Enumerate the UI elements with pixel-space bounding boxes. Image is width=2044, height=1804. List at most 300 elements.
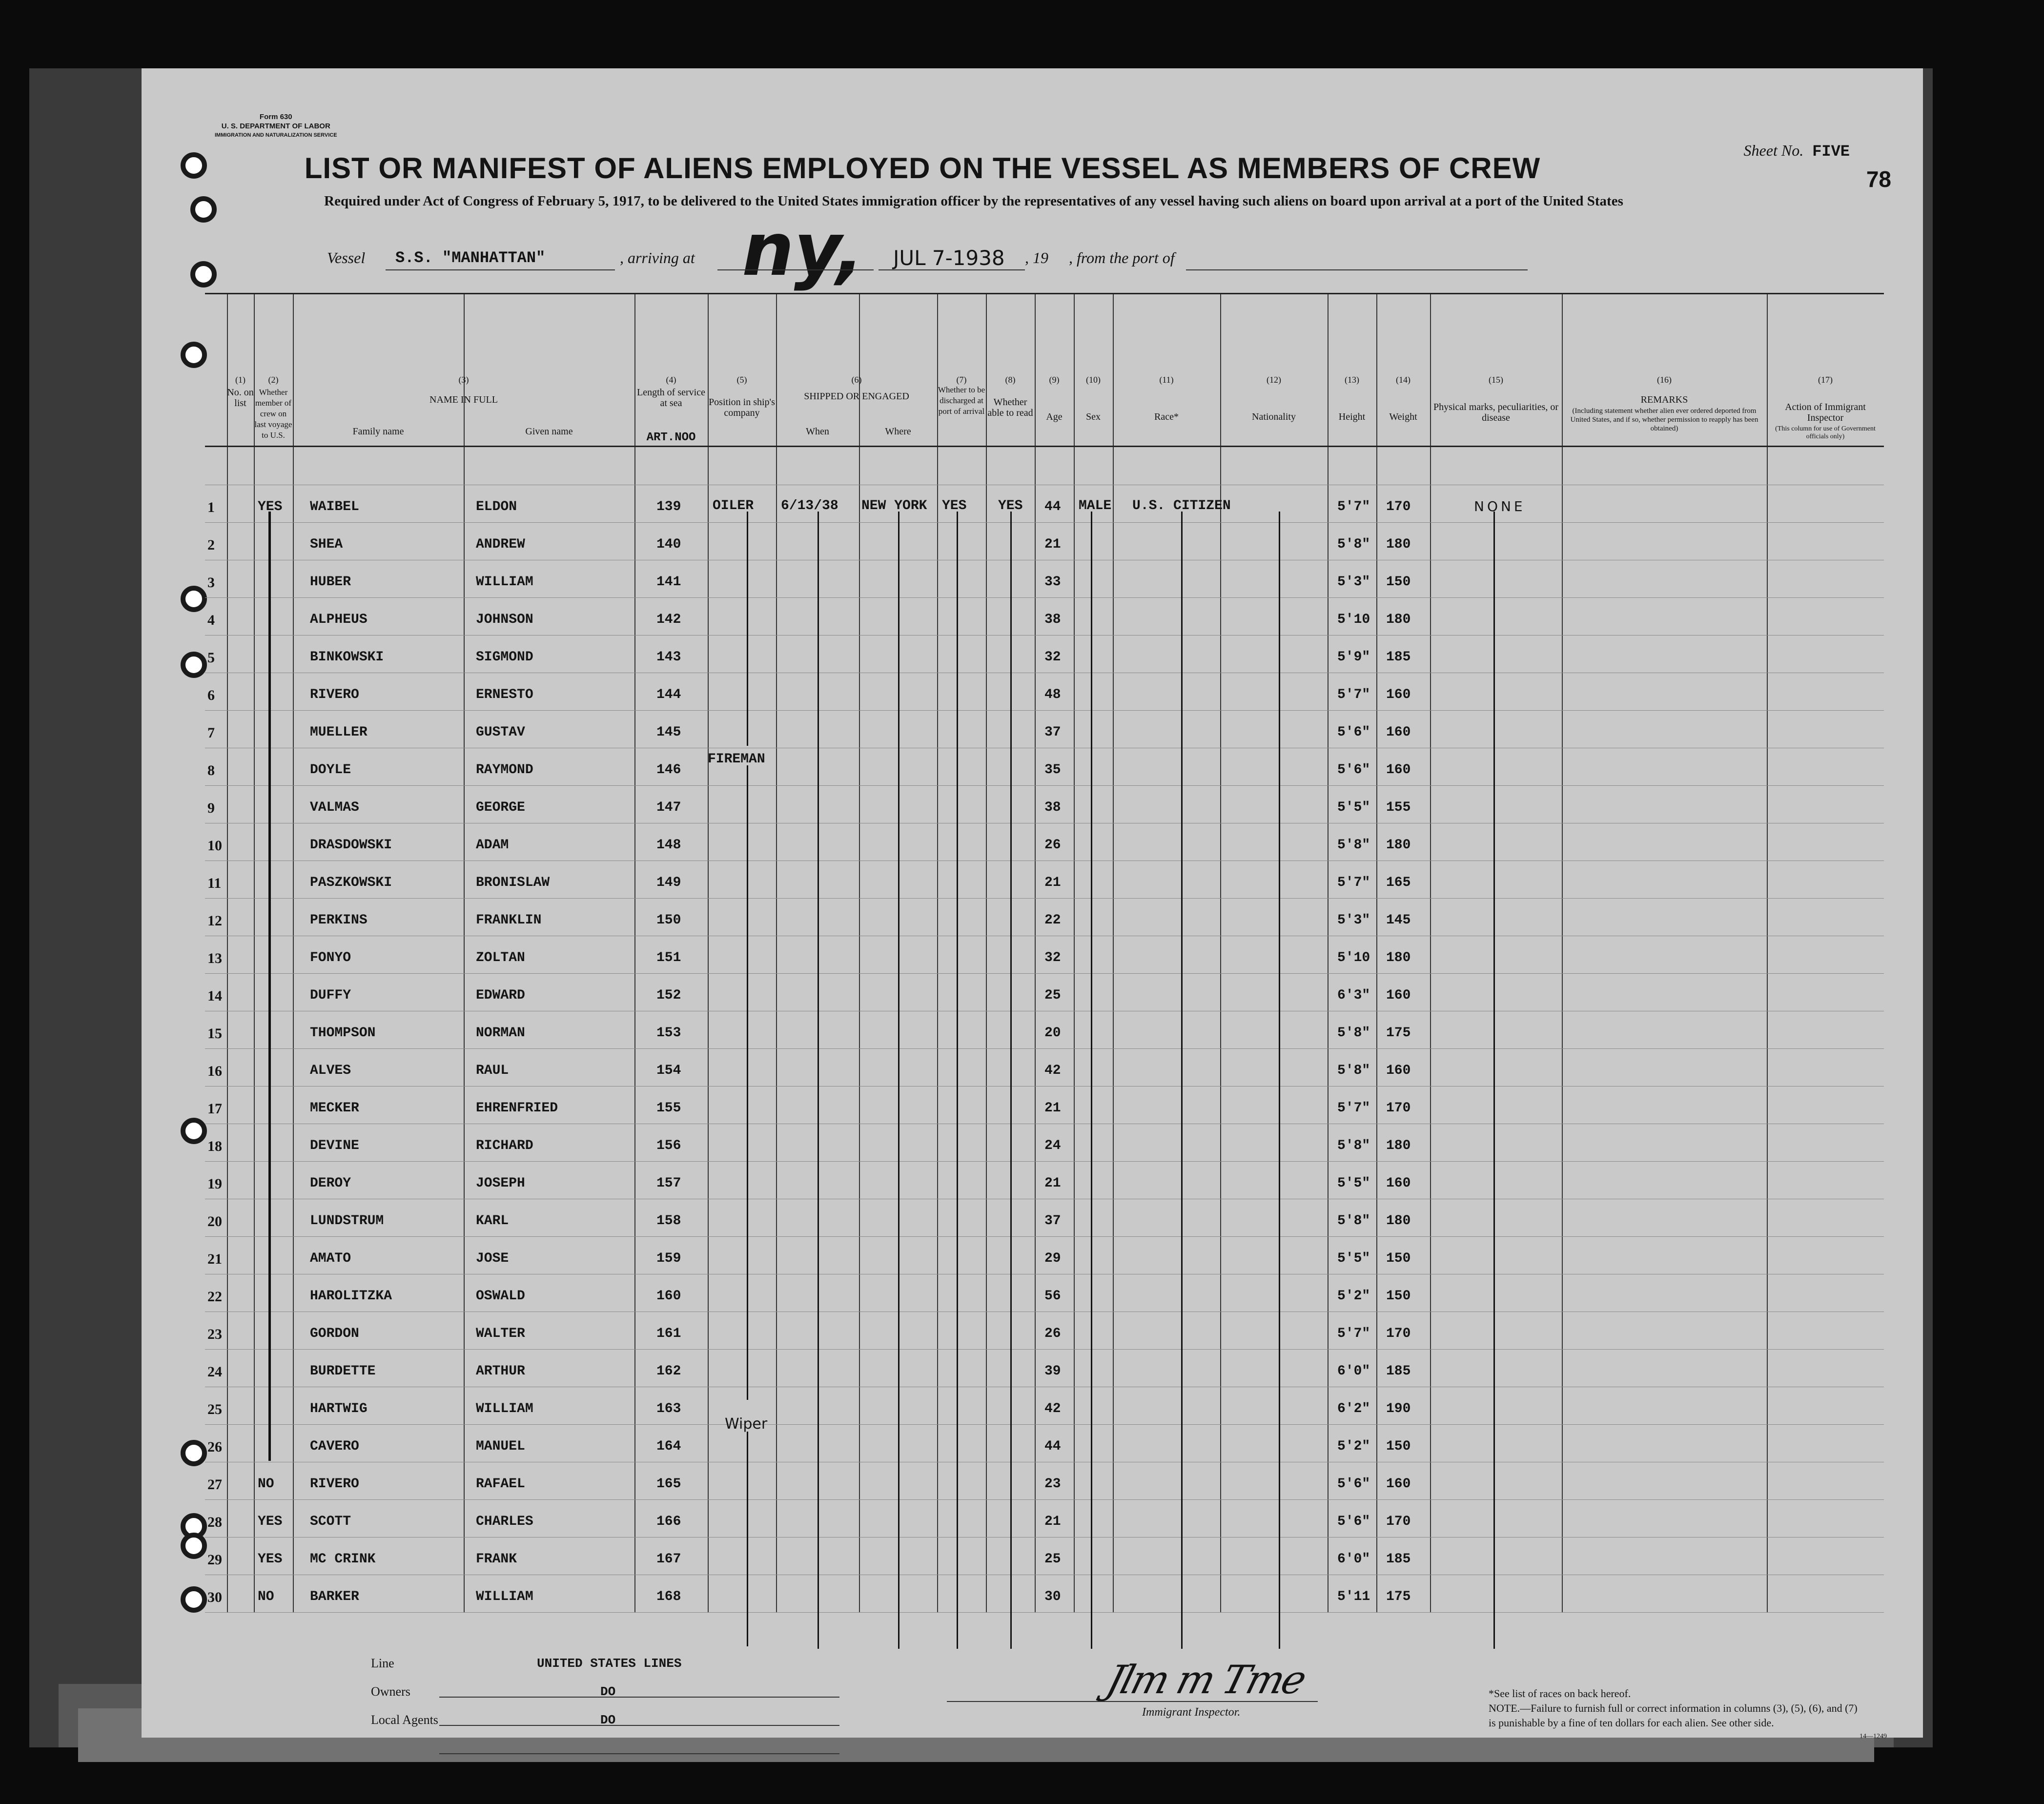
cell-age: 21	[1044, 875, 1061, 890]
cell-family: MC CRINK	[310, 1552, 376, 1567]
cell-art: 153	[656, 1025, 681, 1041]
cell-family: SHEA	[310, 537, 343, 552]
arrival-date: JUL 7-1938	[893, 246, 1005, 270]
cell-given: SIGMOND	[476, 650, 533, 665]
cell-age: 32	[1044, 950, 1061, 965]
cell-given: GUSTAV	[476, 725, 525, 740]
cell-age: 37	[1044, 725, 1061, 740]
cell-family: BINKOWSKI	[310, 650, 384, 665]
cell-art: 148	[656, 838, 681, 853]
inspector-signature: Jlm m Tme	[1102, 1657, 1310, 1702]
cell-weight: 180	[1386, 537, 1411, 552]
cell-art: 159	[656, 1251, 681, 1266]
cell-no: 14	[207, 988, 222, 1004]
agents-label: Local Agents	[371, 1713, 438, 1727]
cell-weight: 160	[1386, 1176, 1411, 1191]
cell-weight: 170	[1386, 1326, 1411, 1341]
cell-art: 145	[656, 725, 681, 740]
cell-age: 21	[1044, 537, 1061, 552]
cell-family: FONYO	[310, 950, 351, 965]
cell-art: 160	[656, 1289, 681, 1304]
cell-height: 6'2"	[1337, 1401, 1370, 1416]
cell-weight: 150	[1386, 1289, 1411, 1304]
cell-age: 21	[1044, 1514, 1061, 1529]
cell-family: DEVINE	[310, 1138, 359, 1153]
cell-no: 10	[207, 838, 222, 854]
cell-given: EHRENFRIED	[476, 1101, 558, 1116]
cell-height: 5'7"	[1337, 499, 1370, 514]
cell-given: KARL	[476, 1213, 509, 1229]
header-family-name: Family name	[352, 426, 404, 437]
cell-family: MUELLER	[310, 725, 368, 740]
cell-given: FRANK	[476, 1552, 517, 1567]
header-action-detail: (This column for use of Government officials only)	[1775, 425, 1876, 440]
arrival-port: ny,	[742, 207, 864, 292]
cell-given: RAFAEL	[476, 1476, 525, 1492]
sheet-value: FIVE	[1812, 143, 1850, 161]
cell-weight: 180	[1386, 612, 1411, 627]
colnum-9: (9)	[1049, 375, 1060, 385]
cell-art: 163	[656, 1401, 681, 1416]
header-able-read: Whether able to read	[987, 397, 1033, 418]
cell-family: ALPHEUS	[310, 612, 368, 627]
cell-height: 5'10	[1337, 950, 1370, 965]
cell-no: 12	[207, 913, 222, 929]
cell-family: DUFFY	[310, 988, 351, 1003]
department: U. S. DEPARTMENT OF LABOR	[221, 122, 330, 130]
cell-height: 5'8"	[1337, 838, 1370, 853]
cell-art: 166	[656, 1514, 681, 1529]
cell-no: 6	[207, 687, 215, 703]
cell-no: 7	[207, 725, 215, 741]
cell-weight: 180	[1386, 1138, 1411, 1153]
cell-age: 33	[1044, 574, 1061, 590]
cell-height: 5'2"	[1337, 1439, 1370, 1454]
cell-height: 5'7"	[1337, 875, 1370, 890]
year-label: , 19	[1025, 249, 1048, 266]
cell-height: 6'3"	[1337, 988, 1370, 1003]
cell-art: 164	[656, 1439, 681, 1454]
cell-age: 35	[1044, 762, 1061, 778]
races-note: *See list of races on back hereof.	[1489, 1687, 1631, 1700]
cell-no: 11	[207, 875, 222, 891]
print-code: 14—1249	[1860, 1733, 1887, 1740]
colnum-1: (1)	[235, 375, 245, 385]
line-label: Line	[371, 1656, 394, 1670]
cell-prev: YES	[258, 499, 283, 514]
cell-no: 15	[207, 1025, 222, 1042]
header-when: When	[806, 426, 829, 437]
cell-age: 48	[1044, 687, 1061, 702]
cell-age: 44	[1044, 1439, 1061, 1454]
cell-no: 3	[207, 574, 215, 591]
cell-prev: NO	[258, 1589, 274, 1604]
cell-art: 149	[656, 875, 681, 890]
colnum-4: (4)	[666, 375, 676, 385]
punch-hole	[181, 1118, 207, 1144]
header-sex: Sex	[1086, 411, 1101, 422]
cell-art: 147	[656, 800, 681, 815]
cell-family: DEROY	[310, 1176, 351, 1191]
colnum-7: (7)	[956, 375, 967, 385]
cell-art: 146	[656, 762, 681, 778]
colnum-15: (15)	[1489, 375, 1503, 385]
header-height: Height	[1338, 411, 1366, 422]
cell-weight: 150	[1386, 1439, 1411, 1454]
cell-weight: 170	[1386, 1514, 1411, 1529]
cell-age: 25	[1044, 988, 1061, 1003]
cell-family: MECKER	[310, 1101, 359, 1116]
colnum-14: (14)	[1396, 375, 1410, 385]
cell-no: 16	[207, 1063, 222, 1079]
cell-age: 39	[1044, 1364, 1061, 1379]
cell-weight: 160	[1386, 762, 1411, 778]
cell-no: 5	[207, 650, 215, 666]
header-remarks: REMARKS	[1640, 394, 1688, 405]
cell-art: 167	[656, 1552, 681, 1567]
cell-given: JOSEPH	[476, 1176, 525, 1191]
cell-given: WALTER	[476, 1326, 525, 1341]
punch-hole	[181, 1440, 207, 1466]
cell-no: 27	[207, 1476, 222, 1493]
cell-given: WILLIAM	[476, 574, 533, 590]
crew-manifest-table	[205, 293, 1884, 1612]
cell-no: 8	[207, 762, 215, 779]
sex-male: MALE	[1079, 498, 1112, 513]
cell-family: CAVERO	[310, 1439, 359, 1454]
cell-art: 168	[656, 1589, 681, 1604]
vessel-name: S.S. "MANHATTAN"	[395, 249, 546, 267]
cell-no: 26	[207, 1439, 222, 1455]
cell-age: 25	[1044, 1552, 1061, 1567]
cell-age: 26	[1044, 838, 1061, 853]
line-value: UNITED STATES LINES	[537, 1656, 682, 1671]
cell-height: 5'6"	[1337, 1514, 1370, 1529]
cell-height: 5'6"	[1337, 762, 1370, 778]
cell-weight: 185	[1386, 1552, 1411, 1567]
discharged-yes: YES	[942, 498, 967, 513]
header-action: Action of Immigrant Inspector	[1785, 402, 1866, 423]
cell-art: 154	[656, 1063, 681, 1078]
cell-height: 5'7"	[1337, 687, 1370, 702]
cell-given: GEORGE	[476, 800, 525, 815]
header-remarks-detail: (Including statement whether alien ever ordered deported from United States, and if so, whether permission to reapply has been obtained)	[1570, 407, 1758, 432]
footnotes	[1489, 1686, 1860, 1730]
cell-height: 5'3"	[1337, 574, 1370, 590]
cell-art: 140	[656, 537, 681, 552]
cell-no: 9	[207, 800, 215, 816]
cell-prev: YES	[258, 1514, 283, 1529]
cell-weight: 180	[1386, 1213, 1411, 1229]
cell-age: 24	[1044, 1138, 1061, 1153]
cell-weight: 160	[1386, 687, 1411, 702]
header-prev-voyage: Whether member of crew on last voyage to U.S.	[254, 388, 292, 440]
colnum-2: (2)	[268, 375, 279, 385]
cell-art: 157	[656, 1176, 681, 1191]
colnum-8: (8)	[1005, 375, 1016, 385]
colnum-11: (11)	[1159, 375, 1174, 385]
cell-weight: 150	[1386, 1251, 1411, 1266]
cell-height: 5'9"	[1337, 650, 1370, 665]
cell-family: VALMAS	[310, 800, 359, 815]
cell-height: 5'11	[1337, 1589, 1370, 1604]
cell-no: 19	[207, 1176, 222, 1192]
cell-family: SCOTT	[310, 1514, 351, 1529]
cell-art: 156	[656, 1138, 681, 1153]
cell-family: PERKINS	[310, 913, 368, 928]
cell-given: RICHARD	[476, 1138, 533, 1153]
cell-age: 38	[1044, 612, 1061, 627]
owners-label: Owners	[371, 1684, 410, 1699]
owners-value: DO	[600, 1684, 616, 1699]
cell-family: HAROLITZKA	[310, 1289, 392, 1304]
cell-family: BARKER	[310, 1589, 359, 1604]
cell-weight: 185	[1386, 1364, 1411, 1379]
header-name-in-full: NAME IN FULL	[429, 394, 498, 405]
position-fireman: FIREMAN	[708, 752, 765, 767]
cell-weight: 175	[1386, 1589, 1411, 1604]
cell-no: 22	[207, 1289, 222, 1305]
form-number: Form 630	[259, 113, 292, 121]
cell-family: HARTWIG	[310, 1401, 368, 1416]
cell-height: 5'7"	[1337, 1326, 1370, 1341]
cell-family: PASZKOWSKI	[310, 875, 392, 890]
cell-no: 4	[207, 612, 215, 628]
cell-art: 150	[656, 913, 681, 928]
cell-art: 139	[656, 499, 681, 514]
cell-height: 5'3"	[1337, 913, 1370, 928]
cell-no: 21	[207, 1251, 222, 1267]
shipped-when: 6/13/38	[781, 498, 838, 513]
header-art-no: ART.NOO	[646, 431, 696, 444]
cell-given: JOHNSON	[476, 612, 533, 627]
form-number-block	[215, 112, 337, 140]
cell-height: 5'2"	[1337, 1289, 1370, 1304]
cell-given: MANUEL	[476, 1439, 525, 1454]
cell-no: 1	[207, 499, 215, 515]
cell-prev: YES	[258, 1552, 283, 1567]
header-shipped: SHIPPED OR ENGAGED	[804, 391, 909, 402]
cell-age: 44	[1044, 499, 1061, 514]
cell-family: RIVERO	[310, 687, 359, 702]
sheet-label: Sheet No.	[1743, 142, 1804, 159]
cell-art: 155	[656, 1101, 681, 1116]
cell-art: 151	[656, 950, 681, 965]
punch-hole	[190, 196, 217, 223]
colnum-16: (16)	[1657, 375, 1672, 385]
cell-no: 20	[207, 1213, 222, 1230]
colnum-5: (5)	[736, 375, 747, 385]
cell-height: 5'8"	[1337, 1213, 1370, 1229]
cell-height: 5'8"	[1337, 1063, 1370, 1078]
cell-given: RAYMOND	[476, 762, 533, 778]
physical-none: NONE	[1474, 498, 1526, 514]
cell-height: 5'8"	[1337, 1025, 1370, 1041]
race-nationality: U.S. CITIZEN	[1132, 498, 1231, 513]
cell-art: 152	[656, 988, 681, 1003]
fine-note: NOTE.—Failure to furnish full or correct information in columns (3), (5), (6), and (7) is punishable by a fine of ten dollars for each alien. See other side.	[1489, 1702, 1858, 1729]
cell-height: 5'7"	[1337, 1101, 1370, 1116]
cell-weight: 180	[1386, 950, 1411, 965]
position-wiper: Wiper	[725, 1415, 768, 1433]
cell-weight: 160	[1386, 1063, 1411, 1078]
colnum-17: (17)	[1818, 375, 1833, 385]
cell-given: BRONISLAW	[476, 875, 550, 890]
cell-height: 5'6"	[1337, 725, 1370, 740]
cell-family: DOYLE	[310, 762, 351, 778]
cell-weight: 160	[1386, 988, 1411, 1003]
cell-no: 18	[207, 1138, 222, 1154]
cell-no: 23	[207, 1326, 222, 1342]
header-discharged: Whether to be discharged at port of arrival	[938, 385, 985, 416]
header-no-on-list: No. on list	[227, 387, 254, 409]
header-where: Where	[885, 426, 911, 437]
colnum-6: (6)	[851, 375, 862, 385]
cell-no: 17	[207, 1101, 222, 1117]
cell-given: JOSE	[476, 1251, 509, 1266]
cell-family: BURDETTE	[310, 1364, 376, 1379]
stamp-number: 78	[1866, 166, 1891, 192]
cell-height: 6'0"	[1337, 1364, 1370, 1379]
shipped-where: NEW YORK	[861, 498, 927, 513]
cell-family: HUBER	[310, 574, 351, 590]
cell-art: 143	[656, 650, 681, 665]
cell-given: WILLIAM	[476, 1401, 533, 1416]
inspector-label: Immigrant Inspector.	[1142, 1706, 1241, 1719]
from-port-label: , from the port of	[1069, 249, 1175, 266]
cell-height: 5'8"	[1337, 1138, 1370, 1153]
cell-weight: 155	[1386, 800, 1411, 815]
cell-height: 6'0"	[1337, 1552, 1370, 1567]
cell-art: 141	[656, 574, 681, 590]
cell-art: 161	[656, 1326, 681, 1341]
cell-art: 144	[656, 687, 681, 702]
cell-weight: 190	[1386, 1401, 1411, 1416]
header-physical: Physical marks, peculiarities, or disease	[1433, 402, 1559, 423]
punch-hole	[181, 586, 207, 612]
cell-age: 42	[1044, 1063, 1061, 1078]
cell-age: 21	[1044, 1176, 1061, 1191]
cell-age: 37	[1044, 1213, 1061, 1229]
cell-given: ELDON	[476, 499, 517, 514]
cell-weight: 145	[1386, 913, 1411, 928]
cell-given: WILLIAM	[476, 1589, 533, 1604]
cell-age: 30	[1044, 1589, 1061, 1604]
cell-family: ALVES	[310, 1063, 351, 1078]
agents-value: DO	[600, 1713, 616, 1727]
cell-weight: 150	[1386, 574, 1411, 590]
position-oiler: OILER	[713, 498, 754, 513]
cell-height: 5'8"	[1337, 537, 1370, 552]
cell-given: EDWARD	[476, 988, 525, 1003]
cell-no: 28	[207, 1514, 222, 1530]
cell-age: 42	[1044, 1401, 1061, 1416]
page-subtitle: Required under Act of Congress of February 5, 1917, to be delivered to the United States immigration officer by the representatives of any vessel having such aliens on board upon arrival at a port of the United States	[324, 193, 1623, 209]
cell-no: 29	[207, 1552, 222, 1568]
cell-age: 26	[1044, 1326, 1061, 1341]
cell-given: ZOLTAN	[476, 950, 525, 965]
cell-art: 162	[656, 1364, 681, 1379]
vessel-line	[327, 207, 1791, 292]
service: IMMIGRATION AND NATURALIZATION SERVICE	[215, 132, 337, 138]
header-nationality: Nationality	[1252, 411, 1296, 422]
cell-height: 5'5"	[1337, 1251, 1370, 1266]
footer	[371, 1650, 771, 1735]
cell-age: 21	[1044, 1101, 1061, 1116]
cell-family: WAIBEL	[310, 499, 359, 514]
vessel-label: Vessel	[327, 249, 366, 266]
cell-weight: 170	[1386, 1101, 1411, 1116]
punch-hole	[181, 342, 207, 368]
punch-hole	[181, 652, 207, 678]
cell-age: 56	[1044, 1289, 1061, 1304]
cell-weight: 160	[1386, 1476, 1411, 1492]
cell-given: NORMAN	[476, 1025, 525, 1041]
header-weight: Weight	[1389, 411, 1417, 422]
cell-age: 23	[1044, 1476, 1061, 1492]
cell-family: DRASDOWSKI	[310, 838, 392, 853]
punch-hole	[181, 1533, 207, 1559]
cell-family: LUNDSTRUM	[310, 1213, 384, 1229]
cell-age: 29	[1044, 1251, 1061, 1266]
cell-given: RAUL	[476, 1063, 509, 1078]
punch-hole	[181, 1586, 207, 1613]
cell-weight: 165	[1386, 875, 1411, 890]
cell-no: 2	[207, 537, 215, 553]
cell-prev: NO	[258, 1476, 274, 1492]
cell-no: 13	[207, 950, 222, 966]
cell-family: AMATO	[310, 1251, 351, 1266]
header-length-service: Length of service at sea	[637, 387, 705, 409]
colnum-10: (10)	[1086, 375, 1101, 385]
cell-given: CHARLES	[476, 1514, 533, 1529]
colnum-12: (12)	[1267, 375, 1281, 385]
manifest-page	[142, 68, 1923, 1738]
cell-given: ADAM	[476, 838, 509, 853]
cell-age: 22	[1044, 913, 1061, 928]
cell-height: 5'5"	[1337, 1176, 1370, 1191]
cell-given: OSWALD	[476, 1289, 525, 1304]
cell-no: 25	[207, 1401, 222, 1417]
cell-height: 5'5"	[1337, 800, 1370, 815]
cell-given: ARTHUR	[476, 1364, 525, 1379]
cell-height: 5'10	[1337, 612, 1370, 627]
cell-weight: 175	[1386, 1025, 1411, 1041]
cell-family: THOMPSON	[310, 1025, 376, 1041]
cell-height: 5'6"	[1337, 1476, 1370, 1492]
colnum-3: (3)	[458, 375, 469, 385]
able-read-yes: YES	[998, 498, 1023, 513]
header-age: Age	[1046, 411, 1063, 422]
cell-family: GORDON	[310, 1326, 359, 1341]
cell-age: 38	[1044, 800, 1061, 815]
cell-no: 30	[207, 1589, 222, 1605]
cell-art: 158	[656, 1213, 681, 1229]
page-title: LIST OR MANIFEST OF ALIENS EMPLOYED ON THE VESSEL AS MEMBERS OF CREW	[304, 152, 1541, 184]
cell-family: RIVERO	[310, 1476, 359, 1492]
cell-weight: 185	[1386, 650, 1411, 665]
sheet-number	[1744, 142, 1850, 161]
cell-weight: 180	[1386, 838, 1411, 853]
cell-given: ANDREW	[476, 537, 525, 552]
arriving-label: , arriving at	[620, 249, 695, 266]
colnum-13: (13)	[1345, 375, 1359, 385]
punch-hole	[190, 261, 217, 287]
cell-given: ERNESTO	[476, 687, 533, 702]
header-given-name: Given name	[525, 426, 573, 437]
cell-art: 165	[656, 1476, 681, 1492]
cell-art: 142	[656, 612, 681, 627]
